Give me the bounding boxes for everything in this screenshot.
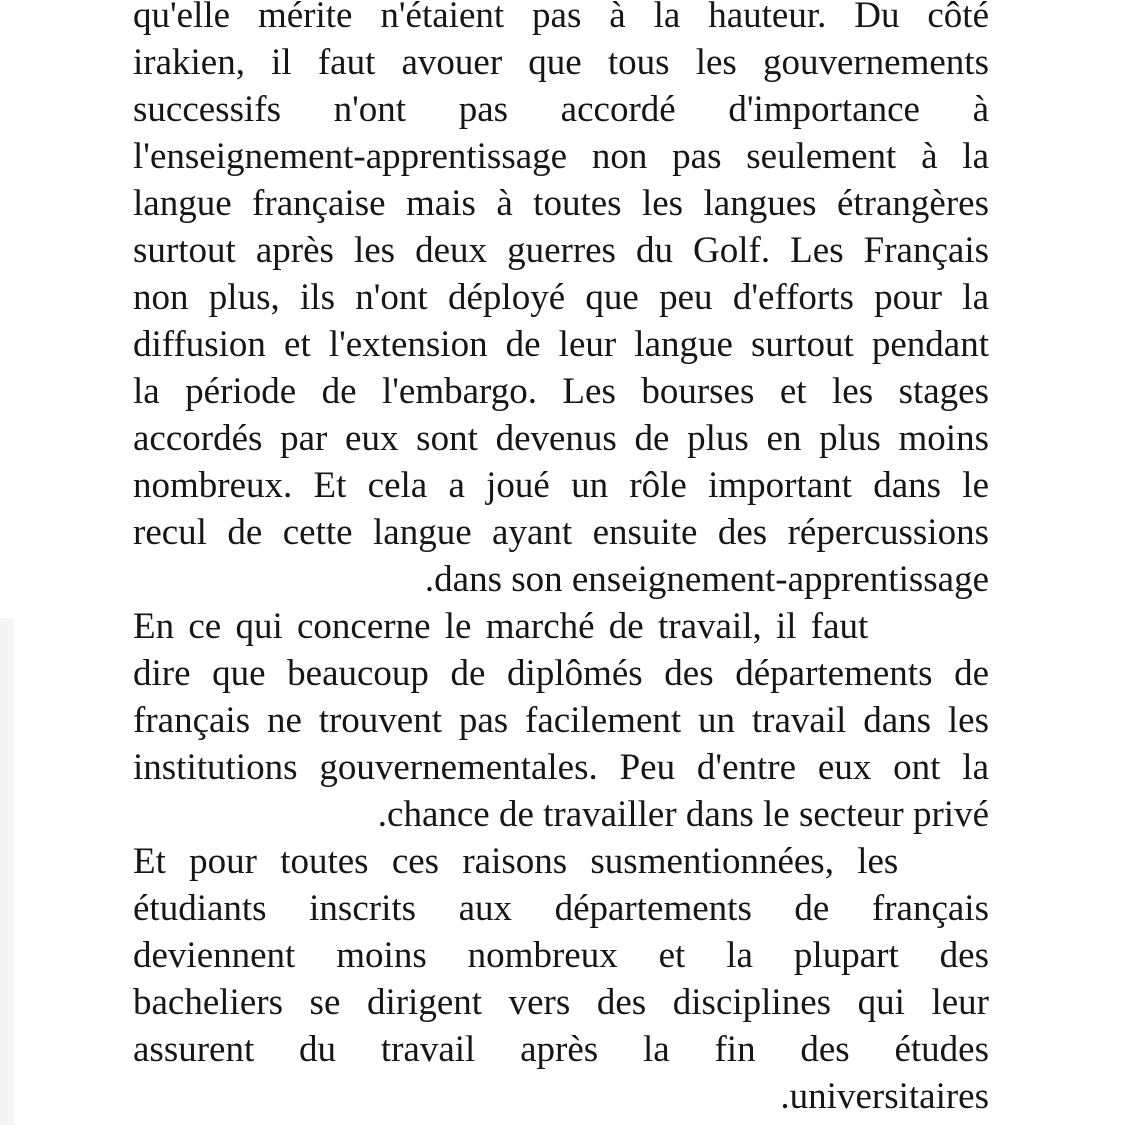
text-line: étudiants inscrits aux départements de français — [133, 888, 989, 929]
text-line: accordés par eux sont devenus de plus en plus moins — [133, 418, 989, 459]
text-line: surtout après les deux guerres du Golf. Les Français — [133, 230, 989, 271]
text-line: deviennent moins nombreux et la plupart des — [133, 935, 989, 976]
text-line: irakien, il faut avouer que tous les gouvernements — [133, 42, 989, 83]
text-line: non plus, ils n'ont déployé que peu d'efforts pour la — [133, 277, 989, 318]
text-line: recul de cette langue ayant ensuite des répercussions — [133, 512, 989, 553]
text-line: dire que beaucoup de diplômés des départements de — [133, 653, 989, 694]
text-line: diffusion et l'extension de leur langue surtout pendant — [133, 324, 989, 365]
text-line: institutions gouvernementales. Peu d'entre eux ont la — [133, 747, 989, 788]
text-line: successifs n'ont pas accordé d'importance à — [133, 89, 989, 130]
text-line: français ne trouvent pas facilement un travail dans les — [133, 700, 989, 741]
text-line: qu'elle mérite n'étaient pas à la hauteur. Du côté — [133, 0, 989, 36]
text-line: .chance de travailler dans le secteur privé — [377, 794, 989, 835]
text-line: .dans son enseignement-apprentissage — [424, 559, 989, 600]
text-line: bacheliers se dirigent vers des disciplines qui leur — [133, 982, 989, 1023]
text-line: assurent du travail après la fin des études — [133, 1029, 989, 1070]
text-line: .universitaires — [780, 1076, 989, 1117]
text-line: la période de l'embargo. Les bourses et les stages — [133, 371, 989, 412]
page-edge-shadow — [0, 618, 14, 1125]
text-line: langue française mais à toutes les langues étrangères — [133, 183, 989, 224]
text-line: l'enseignement-apprentissage non pas seulement à la — [133, 136, 989, 177]
text-line: nombreux. Et cela a joué un rôle important dans le — [133, 465, 989, 506]
text-line: Et pour toutes ces raisons susmentionnées, les — [133, 841, 899, 882]
text-line: En ce qui concerne le marché de travail, il faut — [133, 606, 869, 647]
